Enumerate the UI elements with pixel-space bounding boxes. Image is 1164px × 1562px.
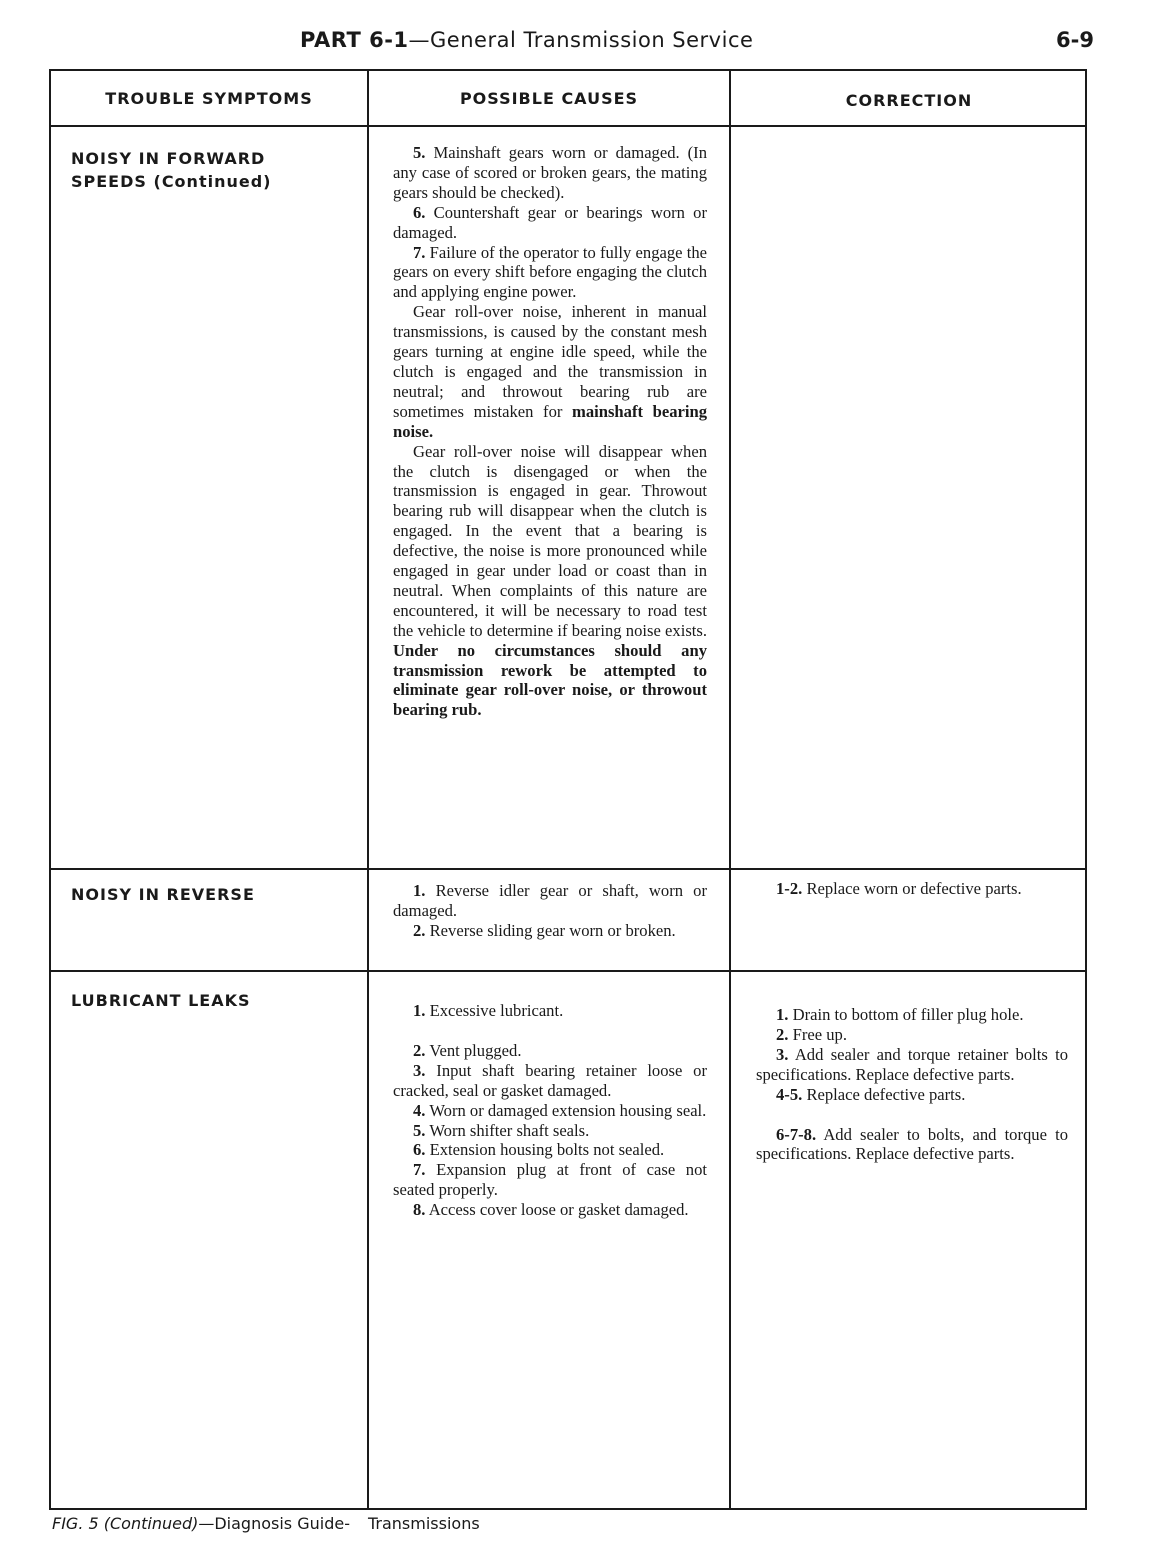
cause-item [393,1061,707,1101]
causes-lubricant-leaks [393,1001,707,1220]
correction-item [756,1025,1068,1045]
cause-text: Input shaft bearing retainer loose or cracked, seal or gasket damaged. [393,1060,708,1100]
continued-label: (Continued) [153,172,272,191]
correction-item [756,1005,1068,1025]
correction-text: Free up. [792,1024,847,1044]
cause-text: Access cover loose or gasket damaged. [428,1200,689,1220]
correction-text: Replace defective parts. [806,1084,966,1104]
note-paragraph [393,442,707,721]
cause-number: 8. [413,1200,426,1220]
row-rule-1 [51,868,1085,870]
cause-text: Reverse idler gear or shaft, worn or damaged. [393,881,707,920]
symptom-noisy-reverse: NOISY IN REVERSE [71,885,255,904]
cause-text: Failure of the operator to fully engage the gears on every shift before engaging the clutch and applying engine power. [393,242,707,302]
page-number: 6-9 [1056,28,1094,52]
cause-item [393,243,707,303]
cause-number: 5. [413,143,426,162]
cause-number: 5. [413,1120,426,1140]
symptom-line-text: SPEEDS [71,172,147,191]
correction-text: Replace worn or defective parts. [806,879,1022,898]
column-header-correction: CORRECTION [845,91,973,110]
correction-number: 3. [776,1044,789,1064]
cause-text: Vent plugged. [429,1040,522,1060]
correction-number: 2. [776,1024,789,1044]
cause-number: 1. [413,1001,426,1020]
cause-number: 6. [413,202,426,222]
correction-noisy-reverse [756,879,1068,899]
figure-label: FIG. 5 (Continued) [52,1514,199,1533]
symptom-lubricant-leaks: LUBRICANT LEAKS [71,991,251,1010]
header-rule [51,125,1085,127]
cause-number: 7. [413,1160,426,1180]
cause-item [393,1200,707,1220]
title-dash: — [408,28,431,52]
cause-item [393,203,707,243]
correction-number: 1-2. [776,879,803,898]
column-divider-2 [729,71,731,1508]
cause-number: 2. [413,920,426,940]
diagnosis-table [49,69,1087,1510]
symptom-line: NOISY IN FORWARD [71,149,266,168]
cause-text: Mainshaft gears worn or damaged. (In any case of scored or broken gears, the mating gears should be checked). [393,143,707,202]
note-text: Gear roll-over noise, inherent in manual transmissions, is caused by the constant mesh gears turning at engine idle speed, while the clutch is engaged and the transmission in neutral; and throwout bearing rub are sometimes mistaken for [393,302,707,421]
note-text: Gear roll-over noise will disappear when the clutch is disengaged or when the transmission is engaged in gear. Throwout bearing rub will disappear when the clutch is engaged. In the event that a bearing is defective, the noise is more pronounced while engaged in gear under load or coast than in neutral. When complaints of this nature are encountered, it will be necessary to road test the vehicle to determine if bearing noise exists. [393,441,707,640]
cause-item [393,1101,707,1121]
cause-number: 4. [413,1100,426,1120]
cause-text: Excessive lubricant. [429,1001,564,1020]
cause-item [393,1121,707,1141]
cause-item [393,1001,707,1021]
column-header-causes: POSSIBLE CAUSES [459,89,639,108]
cause-text: Expansion plug at front of case not seated properly. [393,1160,707,1200]
part-title: General Transmission Service [430,28,754,52]
correction-text: Add sealer to bolts, and torque to specifications. Replace defective parts. [756,1124,1069,1164]
causes-noisy-forward [393,143,707,720]
cause-number: 3. [413,1060,426,1080]
correction-item [756,1125,1068,1165]
cause-number: 7. [413,242,426,262]
caption-subject: Transmissions [367,1514,480,1533]
symptom-noisy-forward [71,147,361,193]
correction-item [756,879,1068,899]
cause-text: Extension housing bolts not sealed. [429,1140,665,1160]
correction-text: Add sealer and torque retainer bolts to specifications. Replace defective parts. [756,1044,1068,1084]
row-rule-2 [51,970,1085,972]
cause-item [393,921,707,941]
cause-text: Countershaft gear or bearings worn or damaged. [393,202,707,242]
correction-item [756,1085,1068,1105]
page-header [300,28,1094,62]
column-header-symptoms: TROUBLE SYMPTOMS [105,89,313,108]
figure-caption [52,1514,480,1533]
cause-text: Reverse sliding gear worn or broken. [429,920,676,940]
cause-item [393,1140,707,1160]
correction-text: Drain to bottom of filler plug hole. [792,1005,1024,1024]
cause-text: Worn shifter shaft seals. [429,1120,590,1140]
correction-number: 4-5. [776,1084,803,1104]
part-label: PART 6-1 [300,28,409,52]
note-emphasis: mainshaft bearing noise. [393,401,707,441]
caption-title: —Diagnosis Guide- [198,1514,350,1533]
symptom-line [71,170,361,193]
cause-item [393,881,707,921]
cause-number: 6. [413,1140,426,1160]
causes-noisy-reverse [393,881,707,941]
correction-number: 6-7-8. [776,1124,817,1144]
correction-item [756,1045,1068,1085]
cause-number: 2. [413,1040,426,1060]
correction-lubricant-leaks [756,1005,1068,1164]
cause-item [393,143,707,203]
cause-number: 1. [413,881,426,900]
cause-item [393,1160,707,1200]
cause-item [393,1041,707,1061]
note-emphasis: Under no circumstances should any transmission rework be attempted to eliminate gear roll-over noise, or throwout bearing rub. [393,640,707,720]
column-divider-1 [367,71,369,1508]
correction-number: 1. [776,1005,789,1024]
cause-text: Worn or damaged extension housing seal. [429,1100,707,1120]
page-title [300,28,753,52]
note-paragraph [393,302,707,441]
